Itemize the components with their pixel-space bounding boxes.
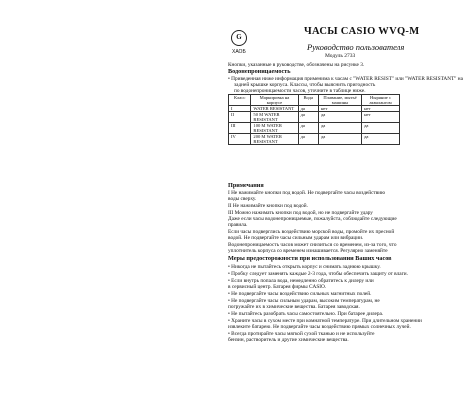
table-cell: 100 M WATER RESISTANT [251, 123, 298, 134]
care-line: • Пробку следует заменять каждые 2-3 года, чтобы обеспечить защиту от влаги. [228, 271, 408, 277]
table-cell: I [229, 106, 251, 112]
table-cell: нет [362, 106, 400, 112]
document-subtitle: Руководство пользователя [307, 42, 405, 52]
notes-heading: Примечания [228, 182, 264, 189]
care-line: в сервисный центр. Батарея фирмы CASIO. [228, 284, 327, 290]
table-cell: да [298, 112, 318, 123]
table-row [229, 134, 400, 145]
table-cell: да [362, 134, 400, 145]
table-header: Плавание, мытьё машины [318, 95, 361, 106]
table-row [229, 112, 400, 123]
table-cell: да [318, 123, 361, 134]
table-header: Вода [298, 95, 318, 106]
intro-line: Кнопки, указанные в руководстве, обозначены на рисунке 3. [228, 62, 365, 68]
table-cell: 200 M WATER RESISTANT [251, 134, 298, 145]
table-cell: да [298, 123, 318, 134]
table-cell: да [318, 134, 361, 145]
table-cell: II [229, 112, 251, 123]
table-cell: да [318, 112, 361, 123]
intro-line: по водонепроницаемости часов, уточните в таблице ниже. [234, 88, 366, 94]
care-line: • Не пытайтесь разобрать часы самостоятельно. При батарее дилера. [228, 311, 384, 317]
notes-line: водой. Не подвергайте часы сильным ударам или вибрации. [228, 235, 364, 241]
table-header: Ныряние с аквалангом [362, 95, 400, 106]
table-cell: нет [362, 112, 400, 123]
notes-line: Даже если часы водонепроницаемые, пожалуйста, соблюдайте следующие [228, 216, 397, 222]
care-line: извлеките батарею. Не подвергайте часы воздействию прямых солнечных лучей. [228, 324, 411, 330]
notes-line: воды сверху. [228, 196, 257, 202]
table-cell: нет [318, 106, 361, 112]
table-cell: 50 M WATER RESISTANT [251, 112, 298, 123]
module-label: Модуль 2733 [325, 53, 356, 59]
care-line: бензин, растворитель и другие химические вещества. [228, 337, 349, 343]
table-row [229, 123, 400, 134]
care-line: • Никогда не пытайтесь открыть корпус и снимать заднюю крышку. [228, 264, 381, 270]
care-line: • Всегда протирайте часы мягкой сухой тканью и не используйте [228, 331, 375, 337]
notes-line: II Не нажимайте кнопки под водой. [228, 203, 308, 209]
brand-caption: ХАОБ [232, 49, 246, 55]
intro-line: задней крышке корпуса. Классы, чтобы выяснить пригодность [234, 82, 376, 88]
care-heading: Меры предосторожности при использовании Ваших часов [228, 255, 392, 262]
care-line: • Не подвергайте часы сильным ударам, высоким температурам, не [228, 298, 380, 304]
notes-line: Если часы подверглись воздействию морской воды, промойте их пресной [228, 229, 395, 235]
table-cell: III [229, 123, 251, 134]
document-title: ЧАСЫ CASIO WVQ-M [304, 26, 420, 37]
care-line: • Не подвергайте часы воздействию сильных магнитных полей. [228, 291, 372, 297]
intro-line: • Приведенная ниже информация применима к часам с "WATER RESIST" или "WATER RESISTANT" на [228, 76, 463, 82]
care-line: • Если внутрь попала вода, немедленно обратитесь к дилеру или [228, 278, 374, 284]
brand-logo: G [231, 30, 247, 46]
care-line: погружайте их в химические вещества. Батарея заводская. [228, 304, 360, 310]
water-resistance-table [228, 94, 400, 145]
table-cell: да [362, 123, 400, 134]
section-heading: Водонепроницаемость [228, 68, 291, 75]
table-header: Класс [229, 95, 251, 106]
notes-line: III Можно нажимать кнопки под водой, но не подвергайте удару [228, 210, 373, 216]
table-cell: да [298, 106, 318, 112]
table-header-row [229, 95, 400, 106]
table-cell: WATER RESISTANT [251, 106, 298, 112]
care-line: • Храните часы в сухом месте при комнатной температуре. При длительном хранении [228, 318, 422, 324]
notes-line: I Не нажимайте кнопки под водой. Не подвергайте часы воздействию [228, 190, 386, 196]
notes-line: Водонепроницаемость часов может снизиться со временем, из-за того, что [228, 242, 397, 248]
table-header: Маркировка на корпусе [251, 95, 298, 106]
notes-line: уплотнитель корпуса со временем изнашивается. Регулярно заменяйте [228, 248, 388, 254]
table-cell: IV [229, 134, 251, 145]
table-cell: да [298, 134, 318, 145]
notes-line: правила. [228, 222, 248, 228]
